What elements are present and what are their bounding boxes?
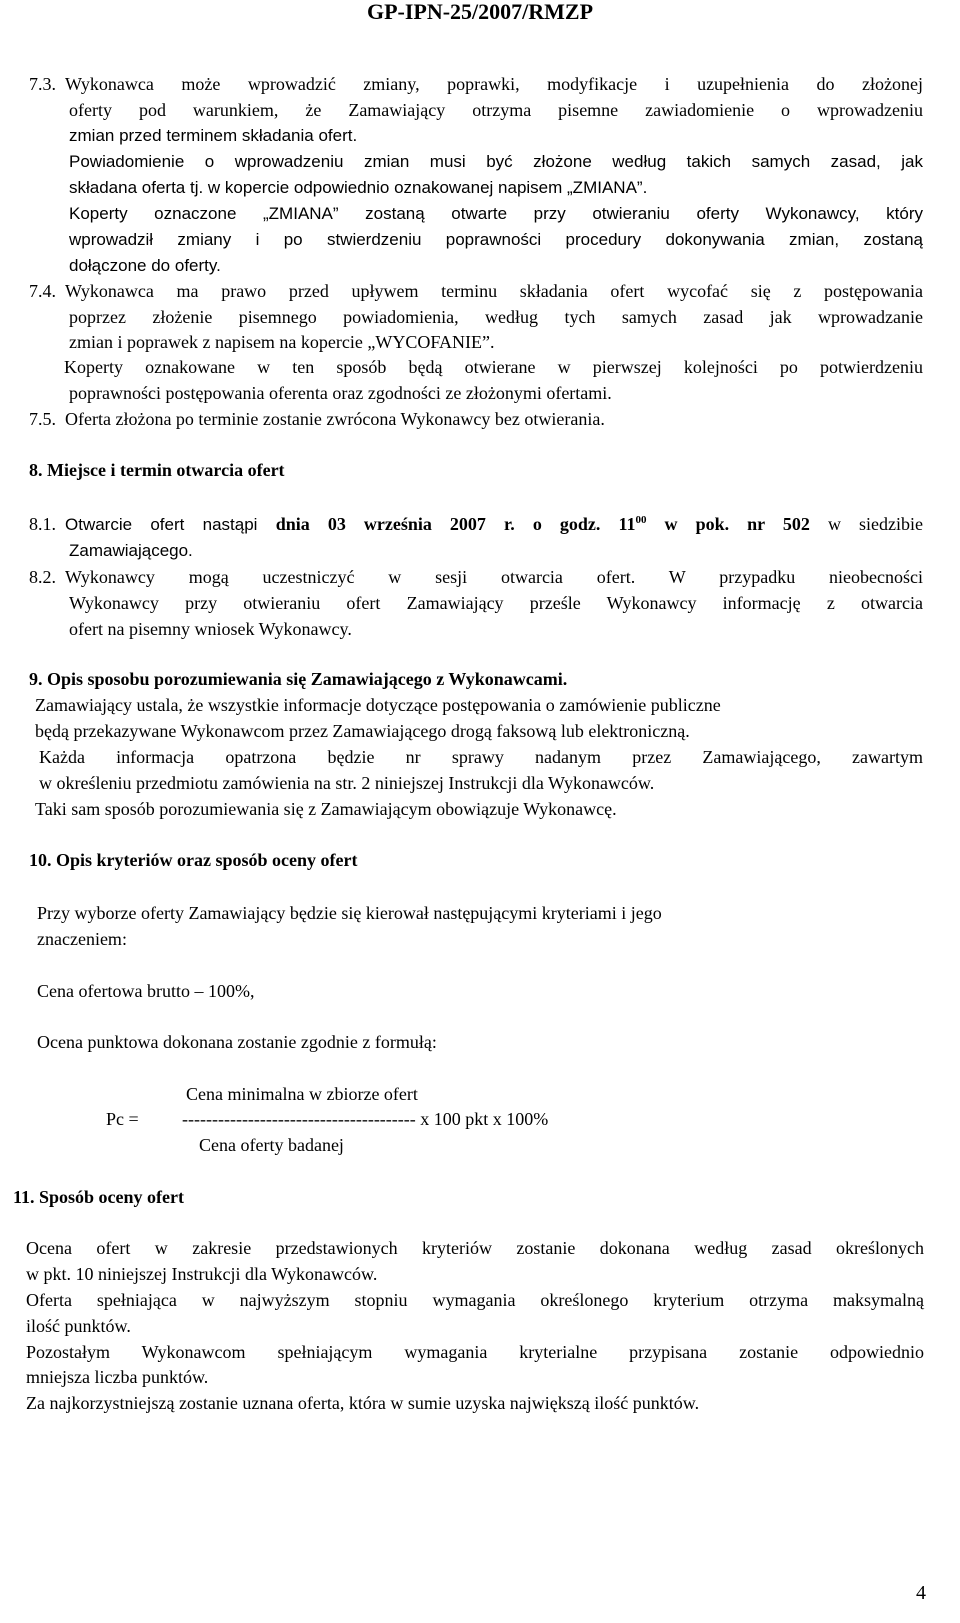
section-10-line: Przy wyborze oferty Zamawiający będzie się kierował następującymi kryteriami i jego — [37, 903, 662, 923]
section-7-3-line: wprowadził zmiany i po stwierdzeniu poprawności procedury dokonywania zmian, zostaną — [69, 230, 923, 249]
section-7-3-line: zmian przed terminem składania ofert. — [69, 126, 358, 145]
section-7-4-line: Wykonawca ma prawo przed upływem terminu składania ofert wycofać się z postępowania — [65, 281, 923, 301]
section-7-3-line: dołączone do oferty. — [69, 256, 221, 275]
section-9-line: Każda informacja opatrzona będzie nr sprawy nadanym przez Zamawiającego, zawartym — [39, 747, 923, 767]
section-8-2-line: Wykonawcy przy otwieraniu ofert Zamawiający prześle Wykonawcy informację z otwarcia — [69, 593, 923, 613]
section-11-line: mniejsza liczba punktów. — [26, 1367, 209, 1387]
section-8-2-number: 8.2. — [29, 567, 56, 587]
formula-intro: Ocena punktowa dokonana zostanie zgodnie z formułą: — [37, 1032, 437, 1052]
section-9-heading: 9. Opis sposobu porozumiewania się Zamawiającego z Wykonawcami. — [29, 669, 568, 689]
section-7-3-line: oferty pod warunkiem, że Zamawiający otrzyma pisemne zawiadomienie o wprowadzeniu — [69, 100, 923, 120]
section-11-line: Pozostałym Wykonawcom spełniającym wymagania kryterialne przypisana zostanie odpowiednio — [26, 1342, 924, 1362]
formula-fraction-line: --------------------------------------- x 100 pkt x 100% — [182, 1109, 549, 1129]
section-7-4-line: zmian i poprawek z napisem na kopercie „WYCOFANIE”. — [69, 332, 495, 352]
section-11-line: Ocena ofert w zakresie przedstawionych kryteriów zostanie dokonana według zasad określonych — [26, 1238, 924, 1258]
section-8-1-line: Zamawiającego. — [69, 541, 193, 560]
section-9-line: Zamawiający ustala, że wszystkie informacje dotyczące postępowania o zamówienie publiczne — [35, 695, 721, 715]
section-11-line: Za najkorzystniejszą zostanie uznana oferta, która w sumie uzyska największą ilość punktów. — [26, 1393, 700, 1413]
section-9-line: będą przekazywane Wykonawcom przez Zamawiającego drogą faksową lub elektroniczną. — [35, 721, 690, 741]
opening-text: Otwarcie ofert nastąpi — [65, 515, 276, 534]
section-11-line: ilość punktów. — [26, 1316, 131, 1336]
section-10-line: znaczeniem: — [37, 929, 127, 949]
section-7-5-line: Oferta złożona po terminie zostanie zwrócona Wykonawcy bez otwierania. — [65, 409, 605, 429]
section-11-line: w pkt. 10 niniejszej Instrukcji dla Wykonawców. — [26, 1264, 378, 1284]
formula-numerator: Cena minimalna w zbiorze ofert — [186, 1084, 418, 1104]
section-8-2-line: Wykonawcy mogą uczestniczyć w sesji otwarcia ofert. W przypadku nieobecności — [65, 567, 923, 587]
section-9-line: Taki sam sposób porozumiewania się z Zamawiającym obowiązuje Wykonawcę. — [35, 799, 617, 819]
section-11-line: Oferta spełniająca w najwyższym stopniu wymagania określonego kryterium otrzyma maksymalną — [26, 1290, 924, 1310]
section-11-heading: 11. Sposób oceny ofert — [13, 1187, 184, 1207]
section-7-3-line: Wykonawca może wprowadzić zmiany, poprawki, modyfikacje i uzupełnienia do złożonej — [65, 74, 923, 94]
section-7-3-line: Koperty oznaczone „ZMIANA” zostaną otwarte przy otwieraniu oferty Wykonawcy, który — [69, 204, 923, 223]
opening-room: w pok. nr 502 — [646, 514, 810, 534]
formula-pc-label: Pc = — [106, 1109, 139, 1129]
section-8-heading: 8. Miejsce i termin otwarcia ofert — [29, 460, 285, 480]
section-7-5-number: 7.5. — [29, 409, 56, 429]
section-9-line: w określeniu przedmiotu zamówienia na str. 2 niniejszej Instrukcji dla Wykonawców. — [39, 773, 655, 793]
section-8-1-line — [65, 513, 923, 536]
section-7-4-line: Koperty oznakowane w ten sposób będą otwierane w pierwszej kolejności po potwierdzeniu — [64, 357, 923, 377]
section-7-3-number: 7.3. — [29, 74, 56, 94]
section-8-1-number: 8.1. — [29, 514, 56, 534]
section-10-heading: 10. Opis kryteriów oraz sposób oceny ofert — [29, 850, 358, 870]
formula-denominator: Cena oferty badanej — [199, 1135, 344, 1155]
section-8-2-line: ofert na pisemny wniosek Wykonawcy. — [69, 619, 352, 639]
section-7-3-line: składana oferta tj. w kopercie odpowiednio oznakowanej napisem „ZMIANA”. — [69, 178, 648, 197]
section-7-3-line: Powiadomienie o wprowadzeniu zmian musi być złożone według takich samych zasad, jak — [69, 152, 923, 171]
section-7-4-line: poprawności postępowania oferenta oraz zgodności ze złożonymi ofertami. — [69, 383, 612, 403]
opening-minutes: 00 — [635, 514, 647, 526]
price-criterion: Cena ofertowa brutto – 100%, — [37, 981, 255, 1001]
opening-place: w siedzibie — [809, 514, 923, 534]
section-7-4-number: 7.4. — [29, 281, 56, 301]
document-id-header: GP-IPN-25/2007/RMZP — [366, 0, 594, 24]
page-number: 4 — [916, 1582, 926, 1604]
section-7-4-line: poprzez złożenie pisemnego powiadomienia, według tych samych zasad jak wprowadzanie — [69, 307, 923, 327]
opening-date: dnia 03 września 2007 r. o godz. 11 — [275, 514, 636, 534]
